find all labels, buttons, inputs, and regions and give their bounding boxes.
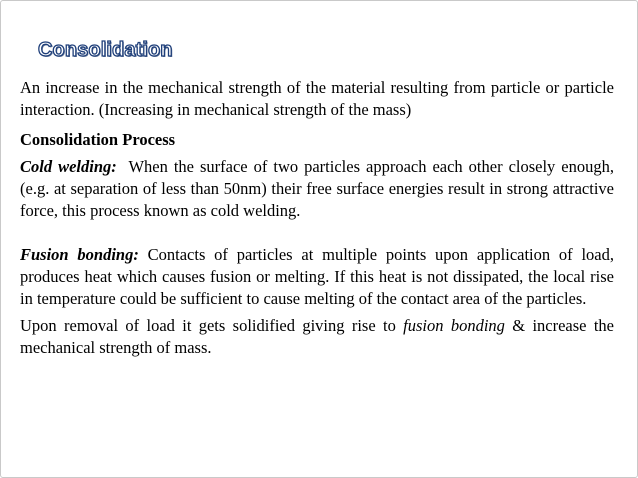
cold-welding-paragraph	[20, 156, 619, 222]
cold-welding-term: Cold welding:	[20, 157, 117, 176]
removal-paragraph	[20, 315, 619, 359]
process-heading: Consolidation Process	[20, 130, 176, 149]
fusion-bonding-term: Fusion bonding:	[20, 245, 139, 264]
removal-text-after: & increase the mechanical strength of mass.	[20, 316, 619, 357]
fusion-bonding-emphasis: fusion bonding	[403, 316, 505, 335]
fusion-bonding-paragraph	[20, 244, 619, 310]
intro-paragraph: An increase in the mechanical strength of the material resulting from particle or particle interaction. (Increasing in mechanical strength of the mass)	[20, 78, 614, 119]
removal-text-before: Upon removal of load it gets solidified giving rise to	[20, 316, 404, 335]
fusion-bonding-text: Contacts of particles at multiple points upon application of load, produces heat which causes fusion or melting. If this heat is not dissipated, the local rise in temperature could be sufficient to cause melting of the contact area of the particles.	[20, 245, 619, 308]
slide-title: Consolidation	[38, 39, 173, 61]
cold-welding-text: When the surface of two particles approach each other closely enough, (e.g. at separation of less than 50nm) their free surface energies result in strong attractive force, this process known as cold welding.	[20, 157, 619, 220]
slide-body	[20, 77, 619, 359]
